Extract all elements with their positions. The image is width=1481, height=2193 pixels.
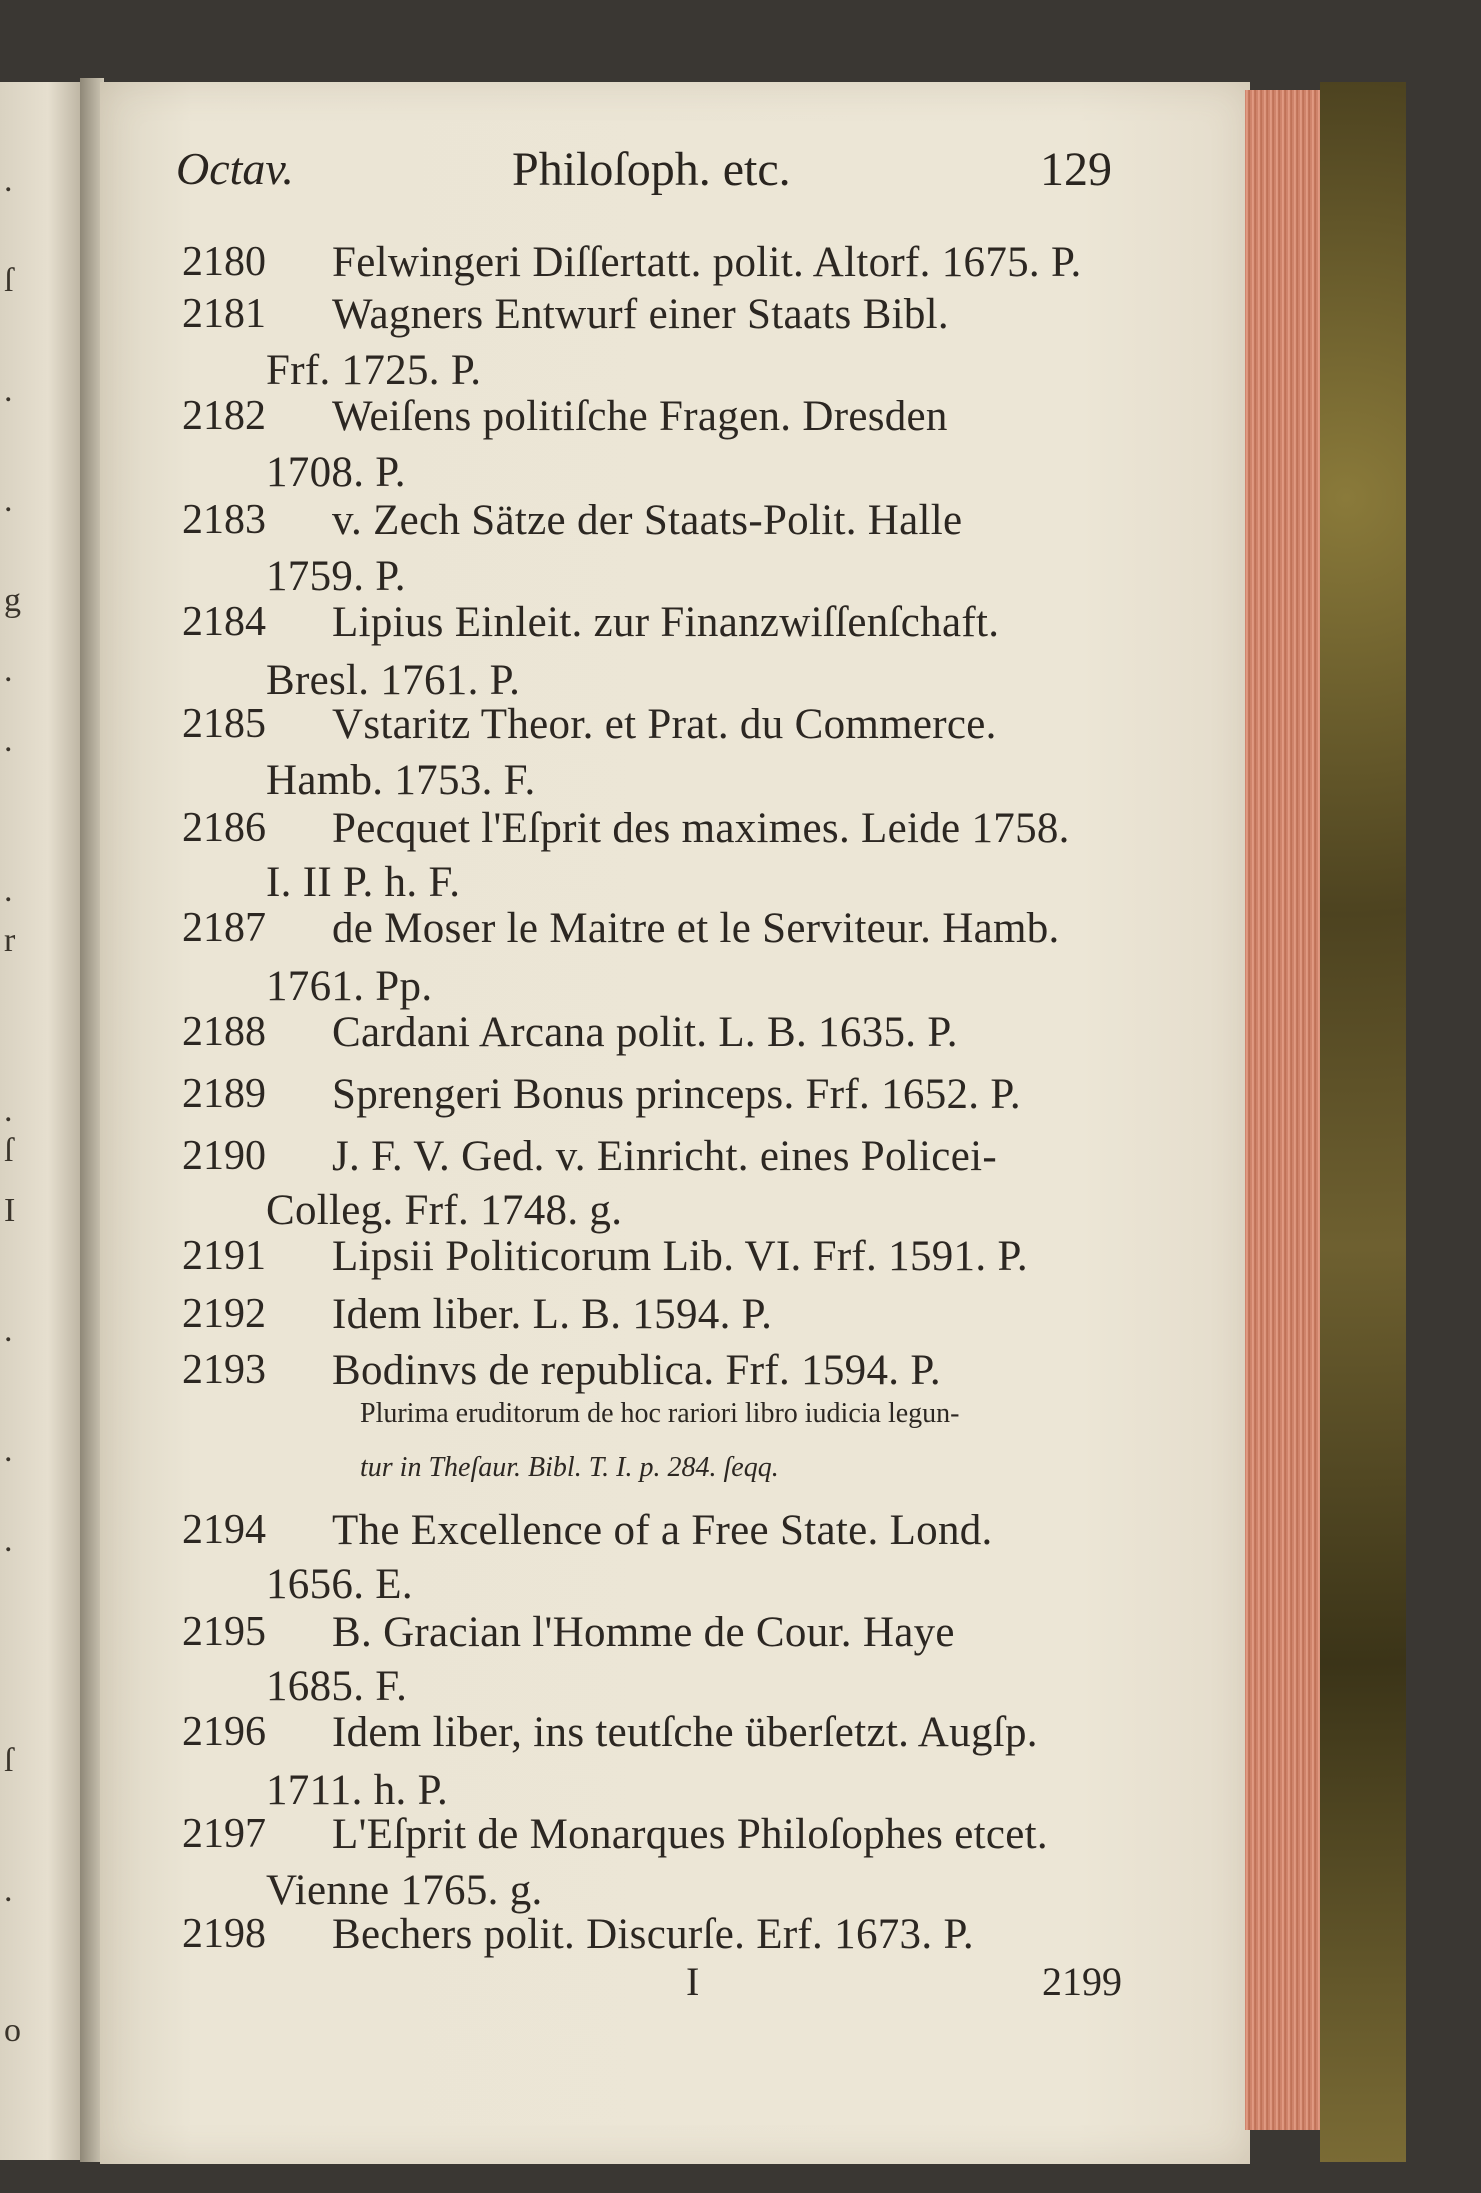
entry-number: 2180 — [182, 239, 266, 285]
left-page-mark: . — [4, 1312, 13, 1349]
entry-line: Vstaritz Theor. et Prat. du Commerce. — [332, 701, 997, 748]
entry-line: Bodinvs de republica. Frf. 1594. P. — [332, 1347, 941, 1394]
entry-line: Bresl. 1761. P. — [266, 657, 521, 704]
entry-line: Weiſens politiſche Fragen. Dresden — [332, 393, 948, 440]
entry-line: Idem liber. L. B. 1594. P. — [332, 1291, 773, 1338]
entry-line: Felwingeri Diſſertatt. polit. Altorf. 1675. P. — [332, 239, 1082, 286]
entry-line: Colleg. Frf. 1748. g. — [266, 1187, 623, 1234]
left-page-mark: ſ — [4, 1742, 14, 1779]
entry-number: 2182 — [182, 393, 266, 439]
entry-line: Cardani Arcana polit. L. B. 1635. P. — [332, 1009, 958, 1056]
entry-line: L'Eſprit de Monarques Philoſophes etcet. — [332, 1811, 1048, 1858]
left-page-mark: . — [4, 872, 13, 909]
entry-line: The Excellence of a Free State. Lond. — [332, 1507, 993, 1554]
entry-line: 1759. P. — [266, 553, 406, 600]
entry-line: 1708. P. — [266, 449, 406, 496]
entry-line: I. II P. h. F. — [266, 859, 461, 906]
entry-line: Bechers polit. Discurſe. Erf. 1673. P. — [332, 1911, 974, 1958]
left-page-mark: . — [4, 162, 13, 199]
entry-number: 2184 — [182, 599, 266, 645]
left-page-mark: I — [4, 1192, 16, 1229]
entry-line: Idem liber, ins teutſche überſetzt. Augſp. — [332, 1709, 1038, 1756]
entry-number: 2191 — [182, 1233, 266, 1279]
entry-number: 2190 — [182, 1133, 266, 1179]
entry-line: B. Gracian l'Homme de Cour. Haye — [332, 1609, 955, 1656]
entry-line: J. F. V. Ged. v. Einricht. eines Policei- — [332, 1133, 997, 1180]
left-page-mark: r — [4, 922, 16, 959]
entry-number: 2194 — [182, 1507, 266, 1553]
entry-line: 1761. Pp. — [266, 963, 433, 1010]
entry-line: Wagners Entwurf einer Staats Bibl. — [332, 291, 949, 338]
note-line: tur in Theſaur. Bibl. T. I. p. 284. ſeqq. — [360, 1452, 779, 1483]
entry-line: Lipius Einleit. zur Finanzwiſſenſchaft. — [332, 599, 1000, 646]
entry-line: Hamb. 1753. F. — [266, 757, 536, 804]
entry-number: 2186 — [182, 805, 266, 851]
entry-number: 2189 — [182, 1071, 266, 1117]
entry-number: 2185 — [182, 701, 266, 747]
catchword: 2199 — [1042, 1959, 1122, 2004]
entry-line: 1656. E. — [266, 1561, 413, 1608]
left-page-mark: . — [4, 1522, 13, 1559]
entry-line: 1685. F. — [266, 1663, 408, 1710]
running-head-format: Octav. — [176, 143, 294, 194]
signature-mark: I — [686, 1959, 700, 2004]
entry-number: 2187 — [182, 905, 266, 951]
left-page-mark: . — [4, 1092, 13, 1129]
entry-number: 2198 — [182, 1911, 266, 1957]
entry-number: 2197 — [182, 1811, 266, 1857]
entry-number: 2188 — [182, 1009, 266, 1055]
page-edges — [1245, 90, 1325, 2130]
note-line: Plurima eruditorum de hoc rariori libro iudicia legun- — [360, 1398, 960, 1429]
marbled-cover — [1320, 82, 1406, 2162]
entry-line: Pecquet l'Eſprit des maximes. Leide 1758. — [332, 805, 1070, 852]
entry-line: v. Zech Sätze der Staats-Polit. Halle — [332, 497, 963, 544]
left-page-edge — [0, 82, 80, 2160]
left-page-mark: . — [4, 1872, 13, 1909]
entry-line: Frf. 1725. P. — [266, 347, 482, 394]
entry-line: 1711. h. P. — [266, 1767, 449, 1814]
left-page-mark: . — [4, 482, 13, 519]
entry-line: Vienne 1765. g. — [266, 1867, 543, 1914]
entry-number: 2183 — [182, 497, 266, 543]
entry-number: 2181 — [182, 291, 266, 337]
entry-line: Lipsii Politicorum Lib. VI. Frf. 1591. P. — [332, 1233, 1028, 1280]
left-page-mark: g — [4, 582, 21, 619]
running-head-title: Philoſoph. etc. — [512, 143, 791, 196]
entry-number: 2193 — [182, 1347, 266, 1393]
left-page-mark: ſ — [4, 262, 14, 299]
left-page-mark: . — [4, 652, 13, 689]
entry-line: de Moser le Maitre et le Serviteur. Hamb. — [332, 905, 1060, 952]
entry-line: Sprengeri Bonus princeps. Frf. 1652. P. — [332, 1071, 1021, 1118]
left-page-mark: ſ — [4, 1132, 14, 1169]
entry-number: 2192 — [182, 1291, 266, 1337]
page-number: 129 — [1040, 143, 1112, 196]
entry-number: 2196 — [182, 1709, 266, 1755]
entry-number: 2195 — [182, 1609, 266, 1655]
left-page-mark: o — [4, 2012, 21, 2049]
left-page-mark: . — [4, 722, 13, 759]
left-page-mark: . — [4, 372, 13, 409]
left-page-mark: . — [4, 1432, 13, 1469]
